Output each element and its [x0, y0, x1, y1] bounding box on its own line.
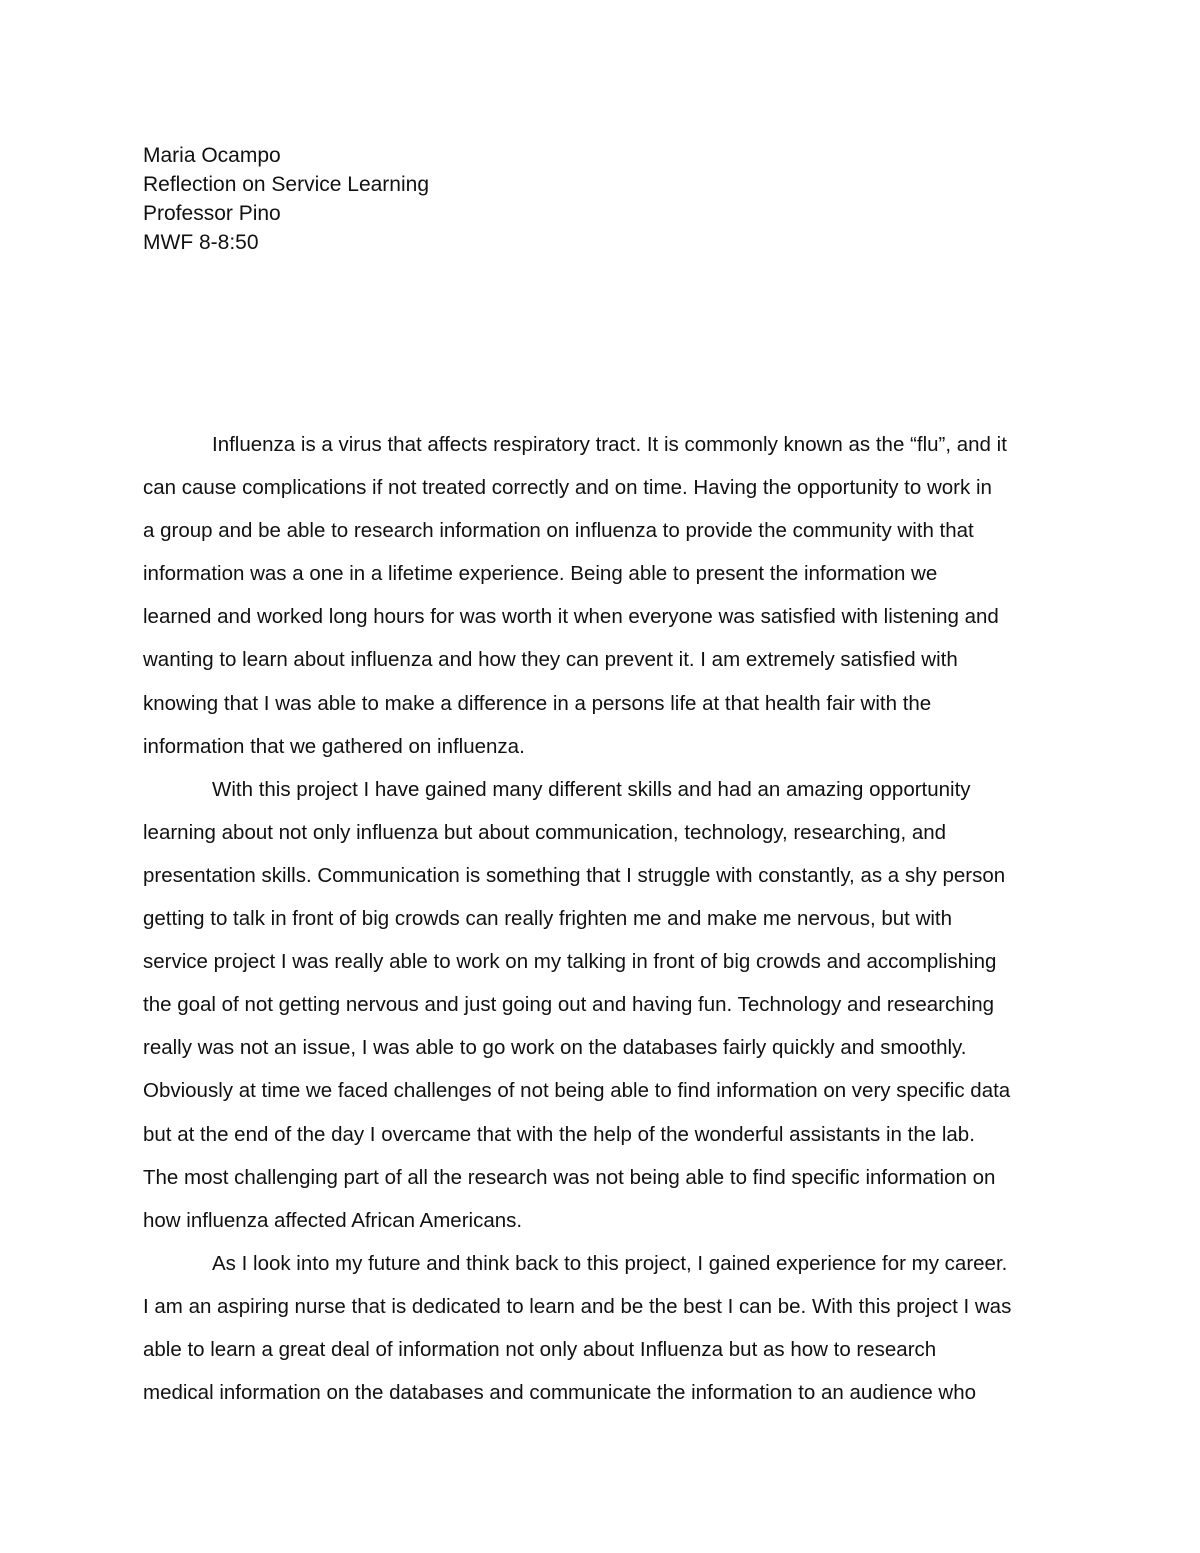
- paragraph-2-line: really was not an issue, I was able to go work on the databases fairly quickly and smoothly.: [143, 1036, 967, 1060]
- paragraph-1-line: learned and worked long hours for was worth it when everyone was satisfied with listening and: [143, 605, 999, 629]
- document-body: [143, 423, 1073, 1414]
- paragraph-2-line: Obviously at time we faced challenges of not being able to find information on very specific data: [143, 1079, 1011, 1103]
- paragraph-3-line: able to learn a great deal of information not only about Influenza but as how to research: [143, 1337, 937, 1361]
- paragraph-2-line: learning about not only influenza but about communication, technology, researching, and: [143, 820, 947, 844]
- class-schedule: MWF 8-8:50: [143, 231, 259, 254]
- document-header: [143, 141, 1043, 257]
- professor-name: Professor Pino: [143, 202, 281, 225]
- paragraph-2-line: how influenza affected African Americans.: [143, 1208, 523, 1232]
- paragraph-1-line: information that we gathered on influenza.: [143, 734, 525, 758]
- paragraph-2-line: The most challenging part of all the research was not being able to find specific information on: [143, 1165, 996, 1189]
- paragraph-2-line: the goal of not getting nervous and just going out and having fun. Technology and researching: [143, 993, 994, 1017]
- paragraph-3-line: medical information on the databases and communicate the information to an audience who: [143, 1381, 977, 1405]
- paragraph-1-line: Influenza is a virus that affects respiratory tract. It is commonly known as the “flu”, and it: [212, 433, 1007, 456]
- paragraph-3-line: I am an aspiring nurse that is dedicated to learn and be the best I can be. With this project I was: [143, 1294, 1012, 1318]
- paragraph-2-line: but at the end of the day I overcame that with the help of the wonderful assistants in the lab.: [143, 1122, 975, 1146]
- paragraph-2-line: With this project I have gained many different skills and had an amazing opportunity: [212, 777, 971, 801]
- paragraph-2-line: presentation skills. Communication is something that I struggle with constantly, as a shy person: [143, 863, 1006, 887]
- author-name: Maria Ocampo: [143, 144, 281, 167]
- assignment-title: Reflection on Service Learning: [143, 173, 430, 196]
- paragraph-3-line: As I look into my future and think back to this project, I gained experience for my career.: [212, 1251, 1008, 1275]
- paragraph-1-line: a group and be able to research information on influenza to provide the community with that: [143, 519, 974, 543]
- paragraph-2-line: service project I was really able to work on my talking in front of big crowds and accomplishing: [143, 950, 997, 974]
- paragraph-1-line: information was a one in a lifetime experience. Being able to present the information we: [143, 562, 938, 586]
- paragraph-1-line: can cause complications if not treated correctly and on time. Having the opportunity to work in: [143, 476, 992, 500]
- paragraph-1-line: knowing that I was able to make a difference in a persons life at that health fair with the: [143, 691, 932, 715]
- paragraph-2-line: getting to talk in front of big crowds can really frighten me and make me nervous, but with: [143, 907, 953, 931]
- paragraph-1-line: wanting to learn about influenza and how they can prevent it. I am extremely satisfied with: [143, 648, 958, 672]
